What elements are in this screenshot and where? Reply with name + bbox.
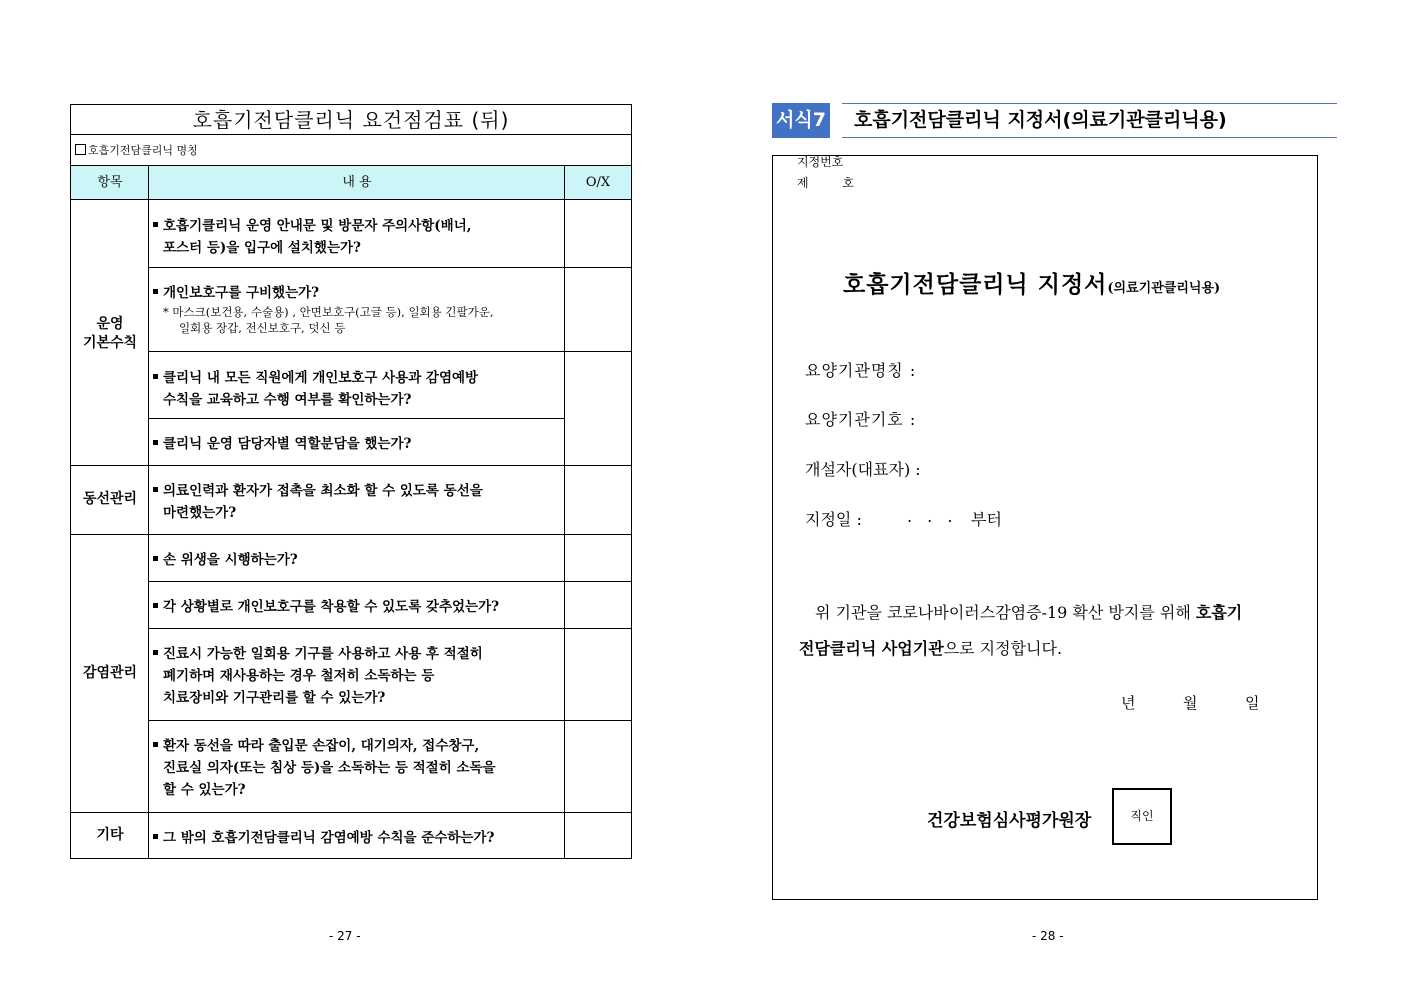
clinic-name-row: [71, 135, 631, 166]
header-category: 항목: [97, 175, 123, 190]
header-content: 내 용: [342, 175, 372, 190]
certificate-title: [843, 266, 1220, 299]
reg-no-line: 제 호: [797, 176, 854, 190]
item-text: 호흡기클리닉 운영 안내문 및 방문자 주의사항(배너,: [163, 218, 472, 234]
item-text: 폐기하며 재사용하는 경우 철저히 소독하는 등: [163, 668, 435, 684]
form-badge: 서식7: [772, 103, 830, 138]
bullet-icon: [153, 834, 158, 839]
body-text-bold: 전담클리닉 사업기관: [799, 639, 944, 658]
field-date-dots: . . .: [907, 507, 953, 526]
bullet-icon: [153, 289, 158, 294]
body-line-2: [799, 636, 1062, 659]
category-basic: [71, 315, 149, 353]
list-item: [153, 596, 553, 618]
item-text: 개인보호구를 구비했는가?: [163, 285, 320, 301]
item-text: 환자 동선을 따라 출입문 손잡이, 대기의자, 접수창구,: [163, 738, 480, 754]
date-day: 일: [1245, 694, 1260, 712]
bullet-icon: [153, 556, 158, 561]
list-item: [153, 643, 553, 709]
item-text: 그 밖의 호흡기전담클리닉 감염예방 수칙을 준수하는가?: [163, 830, 495, 846]
divider: [149, 581, 631, 582]
divider: [149, 418, 565, 419]
divider: [149, 720, 631, 721]
list-item: [153, 367, 553, 411]
checklist-title: 호흡기전담클리닉 요건점검표 (뒤): [71, 105, 631, 135]
body-text-bold: 호흡기: [1195, 603, 1243, 622]
field-designation-date: 지정일 :: [805, 510, 862, 529]
body-line-1: [815, 600, 1242, 623]
item-text: 각 상황별로 개인보호구를 착용할 수 있도록 갖추었는가?: [163, 599, 500, 615]
bullet-icon: [153, 603, 158, 608]
category-basic-line2: 기본수칙: [82, 335, 138, 351]
item-text: 치료장비와 기구관리를 할 수 있는가?: [163, 690, 386, 706]
certificate-title-main: 호흡기전담클리닉 지정서: [843, 271, 1108, 298]
category-infection: 감염관리: [82, 665, 138, 681]
page-number-left: - 27 -: [329, 929, 361, 943]
list-item: [153, 433, 553, 455]
checkbox-icon: [75, 144, 86, 155]
list-item: [153, 480, 553, 524]
form-header-title: 호흡기전담클리닉 지정서(의료기관클리닉용): [842, 103, 1337, 138]
body-text: 위 기관을 코로나바이러스감염증-19 확산 방지를 위해: [815, 603, 1196, 622]
divider: [71, 534, 631, 535]
field-institution-code: 요양기관기호 :: [805, 410, 917, 429]
field-institution-name: 요양기관명칭 :: [805, 361, 917, 380]
official-seal: 직인: [1112, 788, 1172, 845]
item-text: 수칙을 교육하고 수행 여부를 확인하는가?: [163, 392, 412, 408]
bullet-icon: [153, 742, 158, 747]
certificate-title-sub: (의료기관클리닉용): [1107, 281, 1221, 296]
divider: [71, 812, 631, 813]
header-check: O/X: [585, 175, 611, 190]
bullet-icon: [153, 374, 158, 379]
bullet-icon: [153, 440, 158, 445]
item-text: 클리닉 운영 담당자별 역할분담을 했는가?: [163, 436, 412, 452]
item-text: 의료인력과 환자가 접촉을 최소화 할 수 있도록 동선을: [163, 483, 483, 499]
body-text: 으로 지정합니다.: [943, 639, 1063, 658]
divider: [149, 628, 631, 629]
item-text: 마련했는가?: [163, 505, 237, 521]
signer-name: 건강보험심사평가원장: [927, 811, 1092, 831]
item-text: 포스터 등)을 입구에 설치했는가?: [163, 240, 361, 256]
bullet-icon: [153, 222, 158, 227]
item-text: 클리닉 내 모든 직원에게 개인보호구 사용과 감염예방: [163, 370, 479, 386]
designation-certificate: [772, 155, 1318, 900]
item-text: 진료시 가능한 일회용 기구를 사용하고 사용 후 적절히: [163, 646, 483, 662]
list-item: [153, 549, 553, 571]
list-item: [153, 827, 553, 849]
item-subtext: 일회용 장갑, 전신보호구, 덧신 등: [179, 321, 346, 335]
item-text: 진료실 의자(또는 침상 등)을 소독하는 등 적절히 소독을: [163, 760, 496, 776]
field-date-from: 부터: [971, 510, 1002, 529]
category-basic-line1: 운영: [96, 316, 124, 332]
item-subtext: * 마스크(보건용, 수술용) , 안면보호구(고글 등), 일회용 긴팔가운,: [163, 305, 494, 319]
divider: [564, 166, 565, 858]
field-founder: 개설자(대표자) :: [805, 460, 921, 479]
reg-no-label: 지정번호: [797, 155, 844, 169]
divider: [148, 166, 149, 858]
item-text: 손 위생을 시행하는가?: [163, 552, 298, 568]
divider: [149, 267, 631, 268]
requirements-checklist-table: [70, 104, 632, 859]
divider: [149, 351, 631, 352]
list-item: [153, 282, 553, 336]
clinic-name-label: 호흡기전담클리닉 명칭: [88, 144, 198, 157]
list-item: [153, 215, 553, 259]
table-header: [71, 166, 631, 200]
date-month: 월: [1183, 694, 1198, 712]
category-flow: 동선관리: [82, 491, 138, 507]
date-year: 년: [1121, 694, 1136, 712]
bullet-icon: [153, 650, 158, 655]
item-text: 할 수 있는가?: [163, 782, 246, 798]
bullet-icon: [153, 487, 158, 492]
divider: [71, 465, 631, 466]
category-etc: 기타: [96, 827, 124, 843]
list-item: [153, 735, 553, 801]
page-number-right: - 28 -: [1032, 929, 1064, 943]
